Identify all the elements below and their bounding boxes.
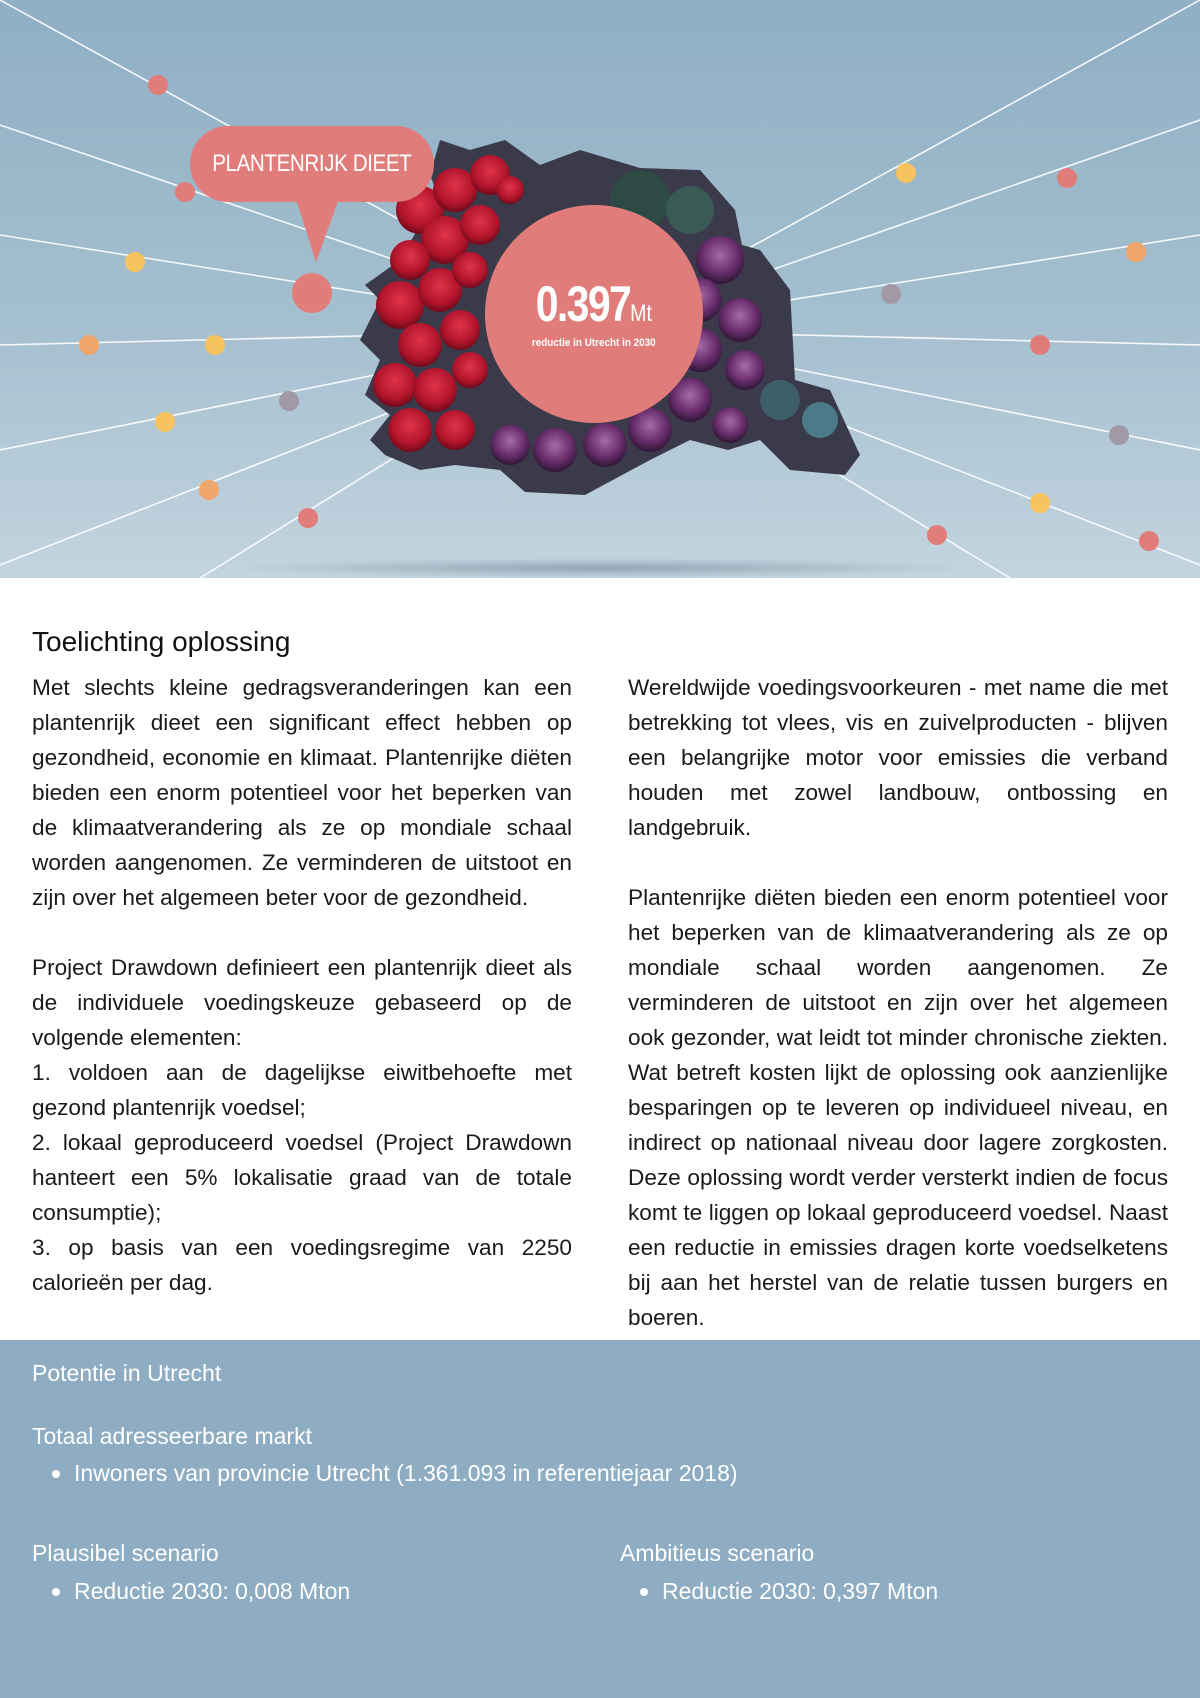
plausible-list <box>32 1575 350 1607</box>
text-columns <box>32 670 1168 1335</box>
callout-label: PLANTENRIJK DIEET <box>212 150 412 177</box>
left-paragraph-2: Project Drawdown definieert een plantenrijk dieet als de individuele voedingskeuze gebaseerd op de volgende elementen: <box>32 955 572 1050</box>
right-paragraph-2: Plantenrijke diëten bieden een enorm potentieel voor het beperken van de klimaatverandering als ze op mondiale schaal worden aangenomen. Ze verminderen de uitstoot en zijn over het algemeen ook gezonder, wat leidt tot minder chronische ziekten. Wat betreft kosten lijkt de oplossing ook aanzienlijke besparingen op te leveren op individueel niveau, en indirect op nationaal niveau door lagere zorgkosten. Deze oplossing wordt verder versterkt indien de focus komt te liggen op lokaal geproduceerd voedsel. Naast een reductie in emissies dragen korte voedselketens bij aan het herstel van de relatie tussen burgers en boeren. <box>628 885 1168 1330</box>
market-heading: Totaal adresseerbare markt <box>32 1423 312 1449</box>
market-item: Inwoners van provincie Utrecht (1.361.093 in referentiejaar 2018) <box>32 1457 738 1489</box>
ambitious-item: Reductie 2030: 0,397 Mton <box>620 1575 938 1607</box>
reduction-value-line <box>535 276 653 332</box>
bubble-pointer <box>295 196 340 262</box>
explanation-section <box>32 626 1168 1335</box>
left-list-item-2: 2. lokaal geproduceerd voedsel (Project Drawdown hanteert een 5% lokalisatie graad van de totale consumptie); <box>32 1130 572 1225</box>
market-list <box>32 1457 738 1489</box>
left-column <box>32 670 572 1335</box>
left-list-item-1: 1. voldoen aan de dagelijkse eiwitbehoefte met gezond plantenrijk voedsel; <box>32 1060 572 1120</box>
reduction-circle <box>485 205 703 423</box>
left-paragraph-1: Met slechts kleine gedragsveranderingen kan een plantenrijk dieet een significant effect hebben op gezondheid, economie en klimaat. Plantenrijke diëten bieden een enorm potentieel voor het beperken van de klimaatverandering als ze op mondiale schaal worden aangenomen. Ze verminderen de uitstoot en zijn over het algemeen beter voor de gezondheid. <box>32 675 572 910</box>
ambitious-heading: Ambitieus scenario <box>620 1540 815 1566</box>
right-paragraph-1: Wereldwijde voedingsvoorkeuren - met name die met betrekking tot vlees, vis en zuivelproducten - blijven een belangrijke motor voor emissies die verband houden met zowel landbouw, ontbossing en landgebruik. <box>628 675 1168 840</box>
reduction-subtitle: reductie in Utrecht in 2030 <box>532 337 656 349</box>
potential-panel <box>0 1340 1200 1698</box>
hero-illustration <box>0 0 1200 578</box>
potential-title: Potentie in Utrecht <box>32 1360 222 1386</box>
section-title: Toelichting oplossing <box>32 626 291 657</box>
plausible-heading: Plausibel scenario <box>32 1540 219 1566</box>
left-list-item-3: 3. op basis van een voedingsregime van 2250 calorieën per dag. <box>32 1235 572 1295</box>
plausible-item: Reductie 2030: 0,008 Mton <box>32 1575 350 1607</box>
ambitious-list <box>620 1575 938 1607</box>
right-column <box>628 670 1168 1335</box>
map-shadow <box>230 558 970 578</box>
reduction-unit: Mt <box>630 300 653 327</box>
reduction-value: 0.397 <box>535 276 631 332</box>
callout-bubble <box>190 126 434 202</box>
